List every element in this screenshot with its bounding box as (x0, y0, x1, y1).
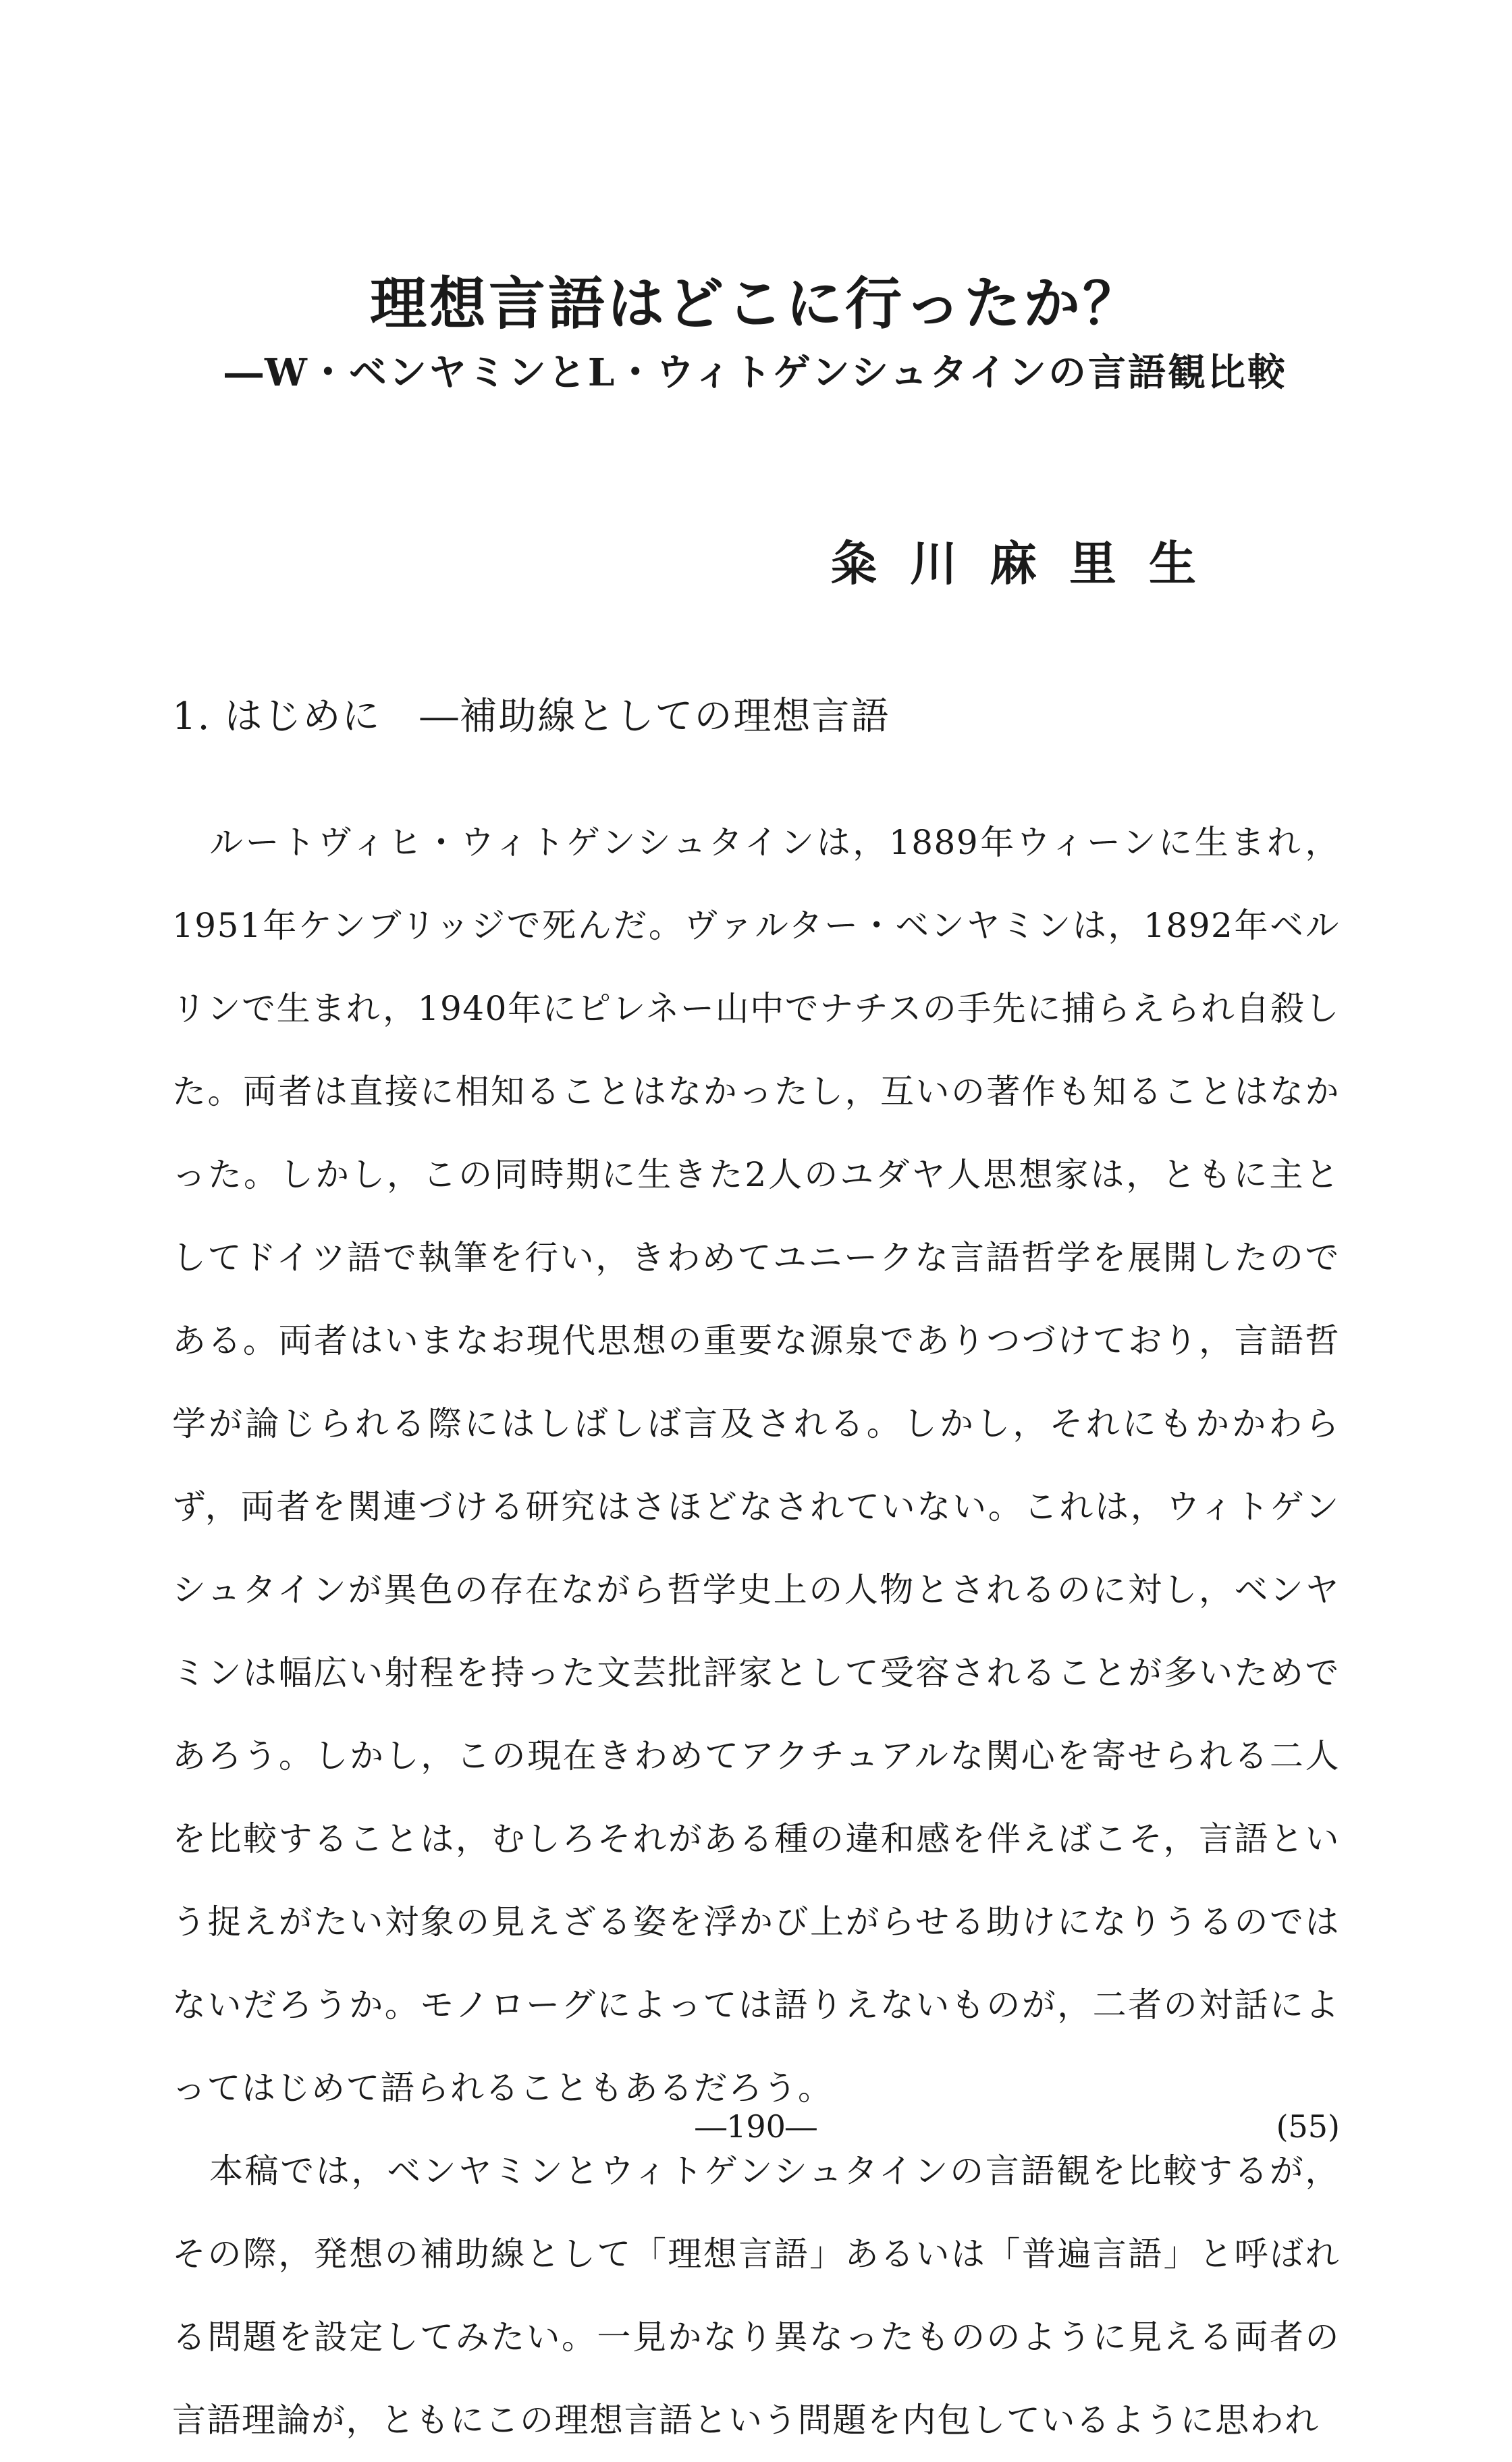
section-number: 1. (172, 695, 211, 739)
article-subtitle: ―W・ベンヤミンとL・ウィトゲンシュタインの言語観比較 (224, 350, 1288, 395)
page-reference: (55) (1276, 2108, 1340, 2145)
author-name: 粂川麻里生 (830, 535, 1228, 591)
paragraph: ルートヴィヒ・ウィトゲンシュタインは，1889年ウィーンに生まれ，1951年ケンブリッジで死んだ。ヴァルター・ベンヤミンは，1892年ベルリンで生まれ，1940年にピレネー山中でナチスの手先に捕らえられ自殺した。両者は直接に相知ることはなかったし，互いの著作も知ることはなかった。しかし，この同時期に生きた2人のユダヤ人思想家は，ともに主としてドイツ語で執筆を行い，きわめてユニークな言語哲学を展開したのである。両者はいまなお現代思想の重要な源泉でありつづけており，言語哲学が論じられる際にはしばしば言及される。しかし，それにもかかわらず，両者を関連づける研究はさほどなされていない。これは，ウィトゲンシュタインが異色の存在ながら哲学史上の人物とされるのに対し，ベンヤミンは幅広い射程を持った文芸批評家として受容されることが多いためであろう。しかし，この現在きわめてアクチュアルな関心を寄せられる二人を比較することは，むしろそれがある種の違和感を伴えばこそ，言語という捉えがたい対象の見えざる姿を浮かび上がらせる助けになりうるのではないだろうか。モノローグによっては語りえないものが，二者の対話によってはじめて語られることもあるだろう。 (172, 823, 1340, 2108)
section-title: はじめに ―補助線としての理想言語 (224, 695, 890, 739)
paragraph: 本稿では，ベンヤミンとウィトゲンシュタインの言語観を比較するが，その際，発想の補助線として「理想言語」あるいは「普遍言語」と呼ばれる問題を設定してみたい。一見かなり異なったもののように見える両者の言語理論が，ともにこの理想言語という問題を内包しているように思われ (172, 2151, 1340, 2440)
page-number: ―190― (695, 2108, 817, 2145)
section-heading (172, 690, 890, 744)
article-title: 理想言語はどこに行ったか？ (369, 270, 1142, 337)
body-text (172, 801, 1340, 2462)
